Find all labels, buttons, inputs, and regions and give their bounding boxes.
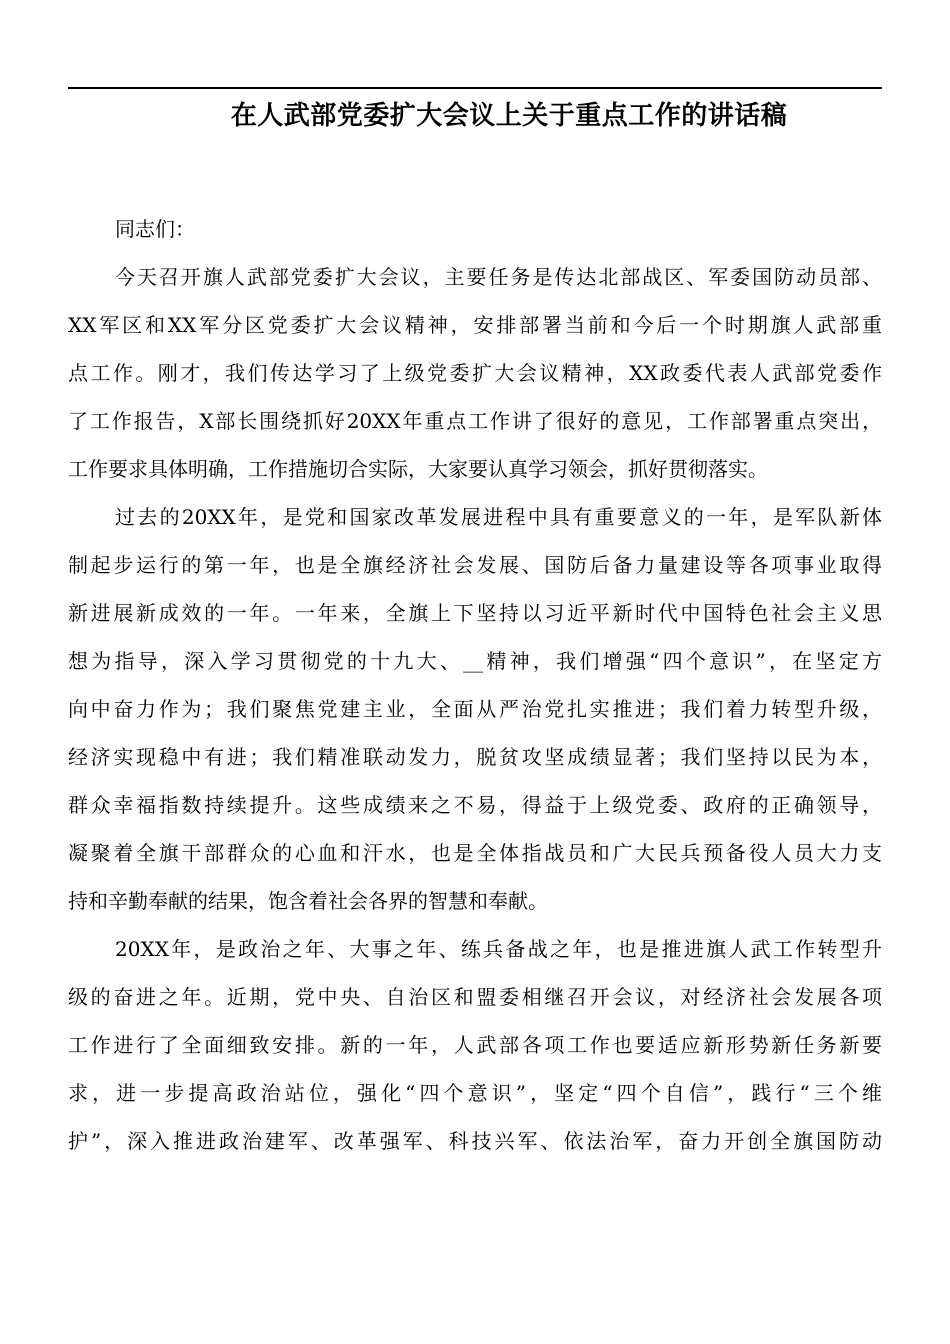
text-line: 向中奋力作为；我们聚焦党建主业，全面从严治党扎实推进；我们着力转型升级， [68, 697, 882, 721]
text-line: 制起步运行的第一年，也是全旗经济社会发展、国防后备力量建设等各项事业取得 [68, 553, 882, 577]
text-line: 求，进一步提高政治站位，强化“四个意识”，坚定“四个自信”，践行“三个维 [68, 1081, 882, 1105]
paragraph-1 [68, 253, 882, 493]
text-line: 过去的20XX年，是党和国家改革发展进程中具有重要意义的一年，是军队新体 [115, 505, 882, 529]
text-line: 持和辛勤奉献的结果，饱含着社会各界的智慧和奉献。 [68, 889, 548, 913]
text-line: 了工作报告，X部长围绕抓好20XX年重点工作讲了很好的意见，工作部署重点突出， [68, 409, 882, 433]
text-line: 今天召开旗人武部党委扩大会议，主要任务是传达北部战区、军委国防动员部、 [115, 265, 882, 289]
text-line: 20XX年，是政治之年、大事之年、练兵备战之年，也是推进旗人武工作转型升 [115, 937, 882, 961]
text-line: 凝聚着全旗干部群众的心血和汗水，也是全体指战员和广大民兵预备役人员大力支 [68, 841, 882, 865]
text-line: 新进展新成效的一年。一年来，全旗上下坚持以习近平新时代中国特色社会主义思 [68, 601, 882, 625]
text-line: XX军区和XX军分区党委扩大会议精神，安排部署当前和今后一个时期旗人武部重 [68, 313, 882, 337]
text-line: 护”，深入推进政治建军、改革强军、科技兴军、依法治军，奋力开创全旗国防动 [68, 1129, 882, 1153]
text-line: 群众幸福指数持续提升。这些成绩来之不易，得益于上级党委、政府的正确领导， [68, 793, 882, 817]
text-line: 经济实现稳中有进；我们精准联动发力，脱贫攻坚成绩显著；我们坚持以民为本， [68, 745, 882, 769]
text-line: 工作进行了全面细致安排。新的一年，人武部各项工作也要适应新形势新任务新要 [68, 1033, 882, 1057]
text-line: 想为指导，深入学习贯彻党的十九大、__精神，我们增强“四个意识”，在坚定方 [68, 649, 882, 673]
document-body [68, 205, 882, 1165]
header-rule [68, 87, 882, 89]
paragraph-2 [68, 493, 882, 925]
text-line: 工作要求具体明确，工作措施切合实际，大家要认真学习领会，抓好贯彻落实。 [68, 457, 768, 481]
text-line: 级的奋进之年。近期，党中央、自治区和盟委相继召开会议，对经济社会发展各项 [68, 985, 882, 1009]
document-title: 在人武部党委扩大会议上关于重点工作的讲话稿 [230, 101, 788, 131]
salutation: 同志们： [115, 217, 195, 241]
paragraph-3 [68, 925, 882, 1165]
text-line: 点工作。刚才，我们传达学习了上级党委扩大会议精神，XX政委代表人武部党委作 [68, 361, 882, 385]
